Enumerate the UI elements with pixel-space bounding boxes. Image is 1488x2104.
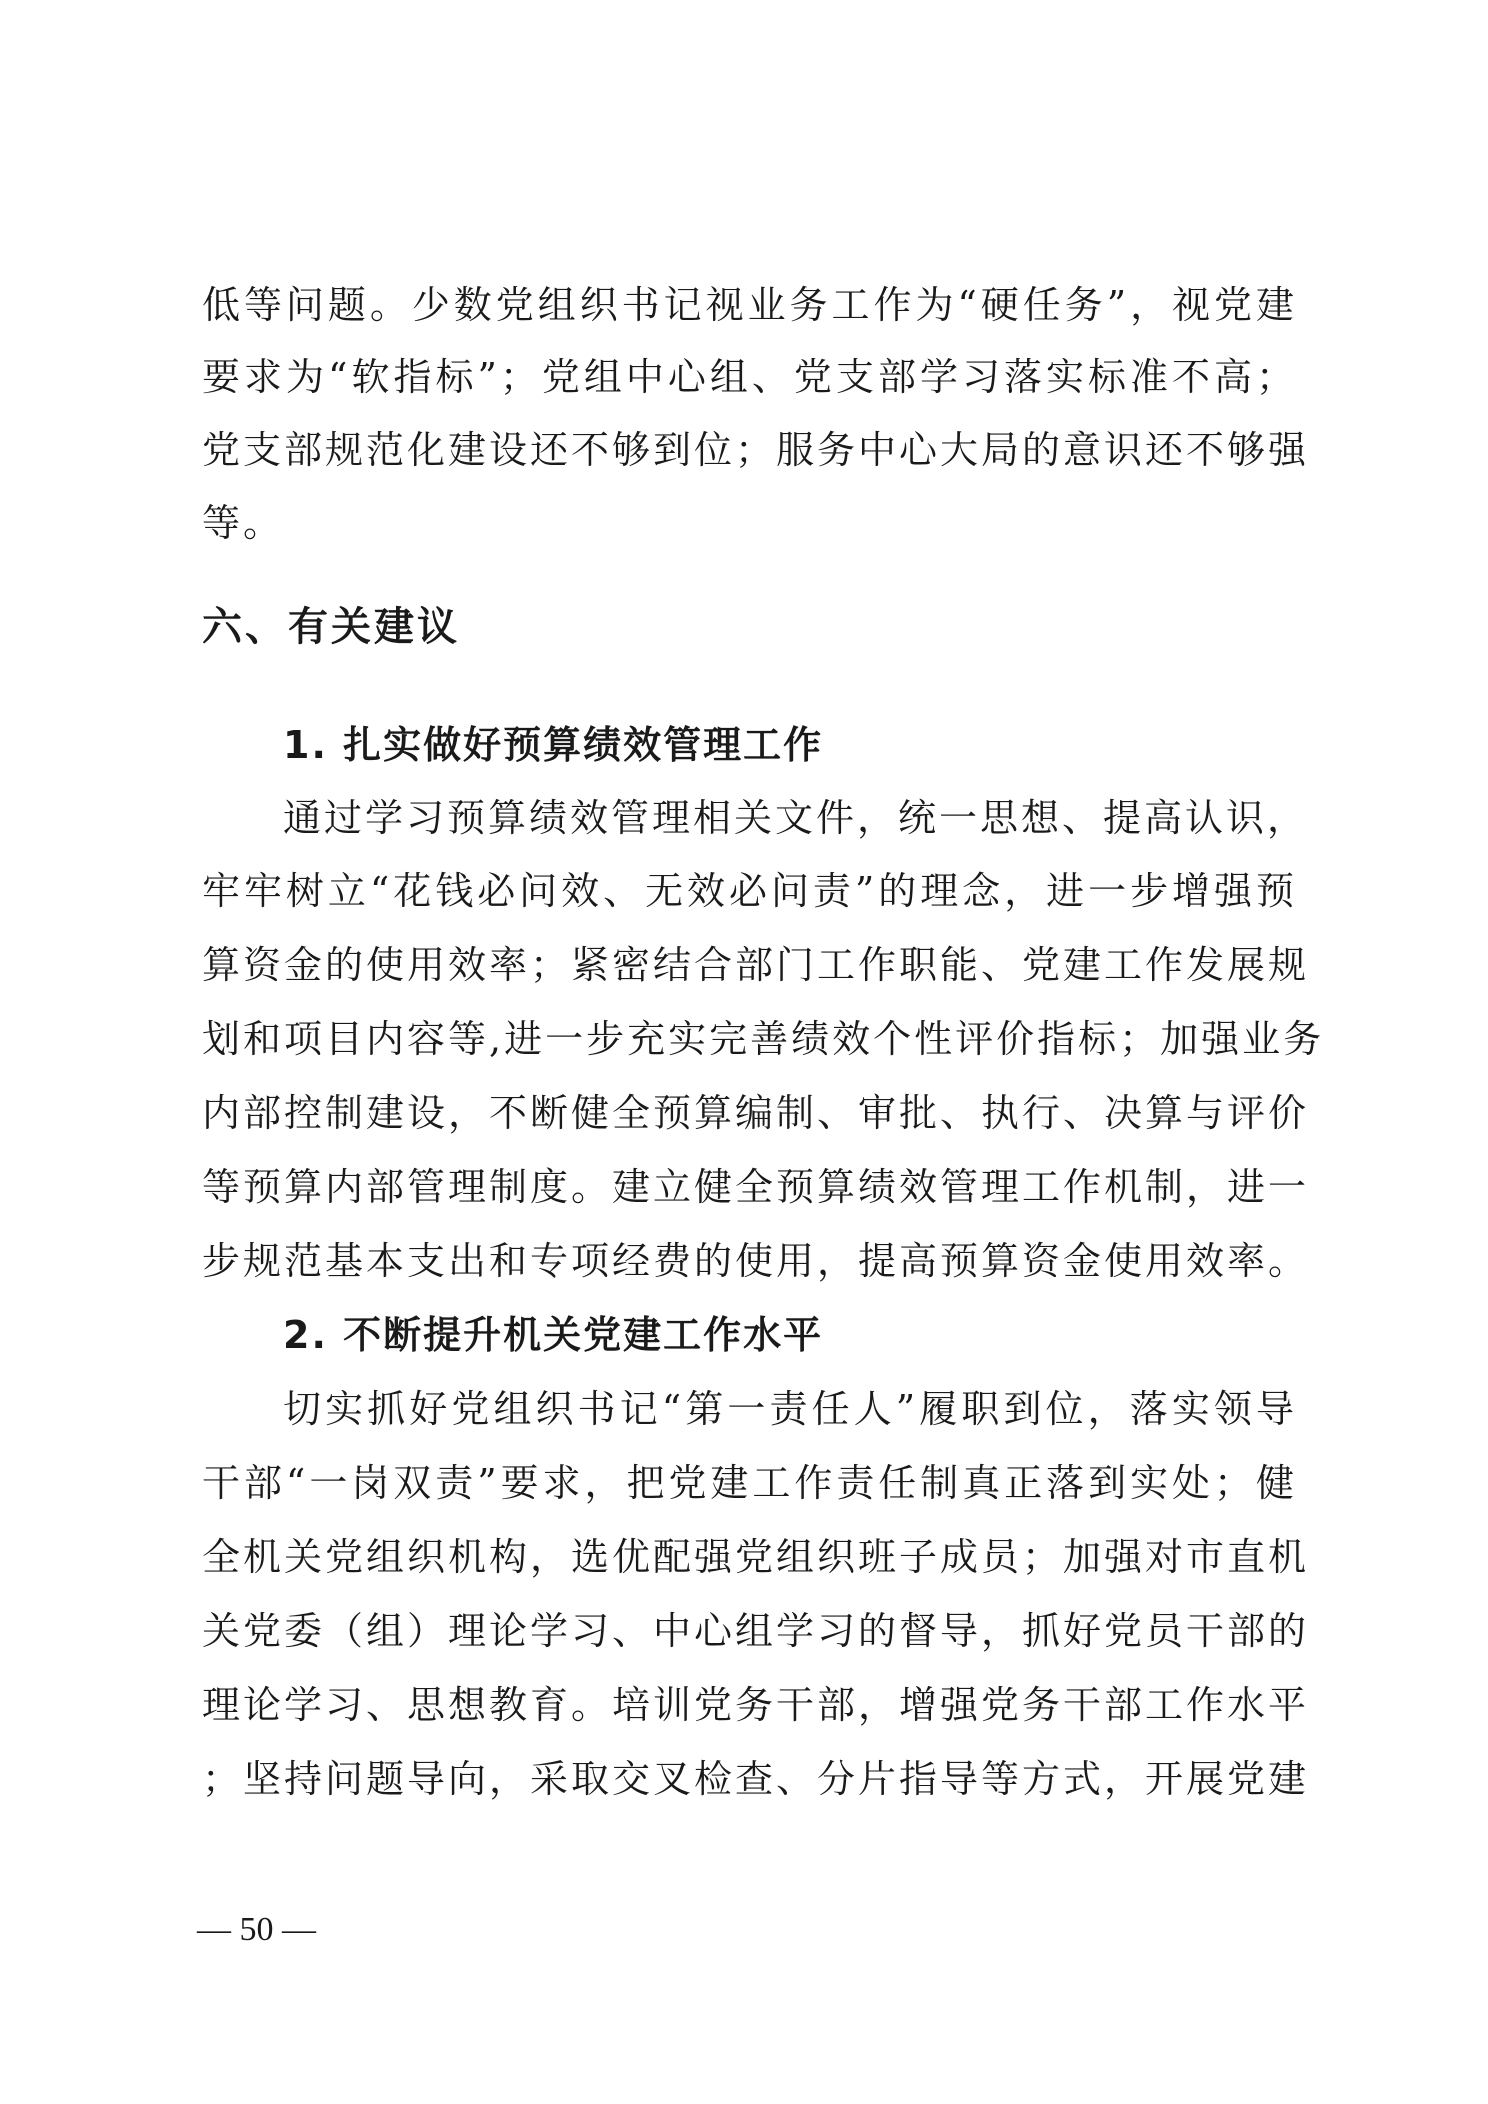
subsection-1-line-2: 牢牢树立“花钱必问效、无效必问责”的理念，进一步增强预 [202, 869, 1297, 913]
subsection-1-line-1: 通过学习预算绩效管理相关文件，统一思想、提高认识， [283, 796, 1309, 840]
intro-line-4: 等。 [202, 501, 285, 545]
subsection-1-line-3: 算资金的使用效率；紧密结合部门工作职能、党建工作发展规 [202, 943, 1310, 987]
page-number: — 50 — [197, 1911, 316, 1948]
subsection-1-line-4: 划和项目内容等,进一步充实完善绩效个性评价指标；加强业务 [202, 1017, 1325, 1061]
subsection-2-line-4: 关党委（组）理论学习、中心组学习的督导，抓好党员干部的 [202, 1609, 1310, 1653]
subsection-2-line-2: 干部“一岗双责”要求，把党建工作责任制真正落到实处；健 [202, 1461, 1297, 1505]
subsection-2-title: 2. 不断提升机关党建工作水平 [283, 1313, 824, 1357]
subsection-1-line-6: 等预算内部管理制度。建立健全预算绩效管理工作机制，进一 [202, 1165, 1310, 1209]
intro-line-1: 低等问题。少数党组织书记视业务工作为“硬任务”，视党建 [202, 283, 1297, 327]
subsection-2-line-6: ；坚持问题导向，采取交叉检查、分片指导等方式，开展党建 [202, 1757, 1310, 1801]
subsection-1-title: 1. 扎实做好预算绩效管理工作 [283, 723, 824, 767]
intro-line-2: 要求为“软指标”；党组中心组、党支部学习落实标准不高； [202, 355, 1297, 399]
subsection-2-line-5: 理论学习、思想教育。培训党务干部，增强党务干部工作水平 [202, 1683, 1310, 1727]
subsection-1-line-5: 内部控制建设，不断健全预算编制、审批、执行、决算与评价 [202, 1091, 1310, 1135]
section-heading: 六、有关建议 [202, 604, 460, 650]
subsection-2-line-1: 切实抓好党组织书记“第一责任人”履职到位，落实领导 [283, 1387, 1297, 1431]
subsection-1-line-7: 步规范基本支出和专项经费的使用，提高预算资金使用效率。 [202, 1239, 1310, 1283]
intro-line-3: 党支部规范化建设还不够到位；服务中心大局的意识还不够强 [202, 428, 1310, 472]
subsection-2-line-3: 全机关党组织机构，选优配强党组织班子成员；加强对市直机 [202, 1535, 1310, 1579]
